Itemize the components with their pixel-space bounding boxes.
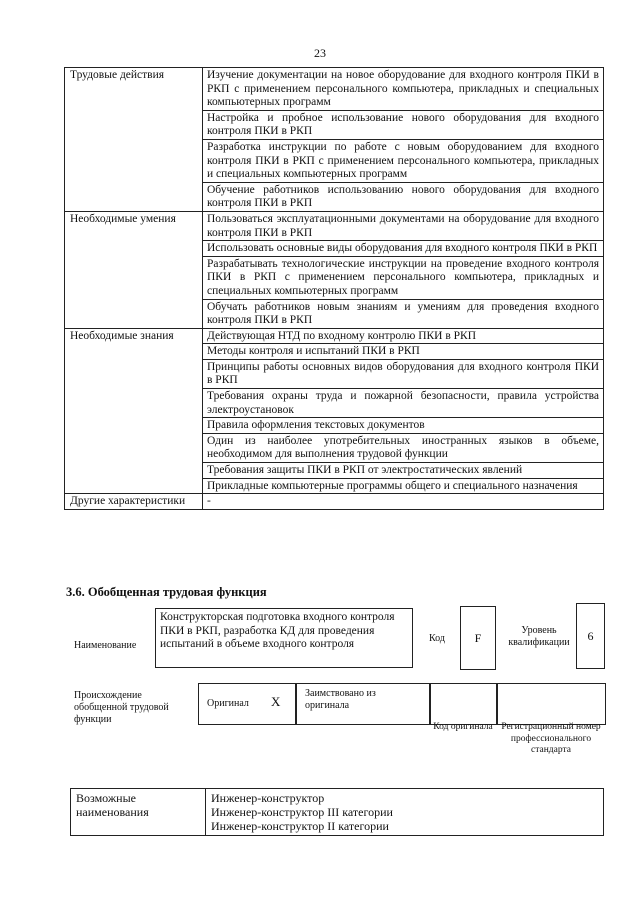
code-original-cell — [430, 683, 497, 725]
level-value: 6 — [587, 628, 594, 643]
original-mark: X — [271, 694, 281, 709]
original-cell — [198, 683, 296, 725]
section-heading: 3.6. Обобщенная трудовая функция — [66, 585, 267, 599]
code-original-label: Код оригинала — [433, 722, 493, 732]
function-name-box — [155, 608, 413, 668]
position-item: Инженер-конструктор II категории — [211, 819, 389, 833]
requirements-table — [64, 67, 604, 510]
code-box — [460, 606, 496, 670]
reg-number-label: Регистрационный номер профессионального стандарта — [501, 722, 601, 755]
level-box — [576, 603, 605, 669]
reg-number-cell — [497, 683, 606, 725]
level-label: Уровень квалификации — [508, 625, 570, 648]
section-label: Необходимые знания — [65, 328, 203, 494]
section-label: Другие характеристики — [65, 494, 203, 510]
positions-label: Возможные наименования — [71, 789, 206, 836]
requirement-item: Требования защиты ПКИ в РКП от электростатических явлений — [203, 463, 604, 479]
section-label: Трудовые действия — [65, 68, 203, 212]
requirement-item: Изучение документации на новое оборудование для входного контроля ПКИ в РКП с применением персонального компьютера, прикладных и специальных компьютерных программ — [203, 68, 604, 111]
page-number: 23 — [314, 46, 326, 60]
table-row — [65, 68, 604, 111]
section-label: Необходимые умения — [65, 211, 203, 328]
table-row — [65, 211, 604, 240]
requirement-item: Один из наиболее употребительных иностранных языков в объеме, необходимом для выполнения трудовой функции — [203, 433, 604, 462]
requirement-item: Методы контроля и испытаний ПКИ в РКП — [203, 344, 604, 360]
positions-list — [206, 789, 604, 836]
code-label: Код — [429, 633, 445, 644]
original-label: Оригинал — [207, 698, 249, 709]
table-row — [65, 328, 604, 344]
requirement-item: Использовать основные виды оборудования для входного контроля ПКИ в РКП — [203, 241, 604, 257]
requirement-item: Действующая НТД по входному контролю ПКИ в РКП — [203, 328, 604, 344]
requirement-item: Правила оформления текстовых документов — [203, 418, 604, 434]
requirement-item: Настройка и пробное использование нового оборудования для входного контроля ПКИ в РКП — [203, 110, 604, 139]
requirement-item: Разрабатывать технологические инструкции на проведение входного контроля ПКИ в РКП с применением персонального компьютера, прикладных и специальных компьютерных программ — [203, 256, 604, 299]
requirement-item: - — [203, 494, 604, 510]
position-item: Инженер-конструктор — [211, 791, 325, 805]
borrowed-label: Заимствовано из оригинала — [305, 688, 376, 711]
requirement-item: Принципы работы основных видов оборудования для входного контроля ПКИ в РКП — [203, 359, 604, 388]
requirement-item: Требования охраны труда и пожарной безопасности, правила устройства электроустановок — [203, 389, 604, 418]
origin-label: Происхождение обобщенной трудовой функции — [74, 690, 169, 725]
table-row — [65, 494, 604, 510]
borrowed-cell — [296, 683, 430, 725]
requirement-item: Обучать работников новым знаниям и умениям для проведения входного контроля ПКИ в РКП — [203, 299, 604, 328]
code-value: F — [474, 630, 482, 645]
name-label: Наименование — [74, 640, 137, 651]
requirement-item: Пользоваться эксплуатационными документами на оборудование для входного контроля ПКИ в РКП — [203, 211, 604, 240]
position-item: Инженер-конструктор III категории — [211, 805, 393, 819]
function-name: Конструкторская подготовка входного контроля ПКИ в РКП, разработка КД для проведения испытаний в объеме входного контроля — [160, 611, 395, 650]
positions-table — [70, 788, 604, 836]
requirement-item: Разработка инструкции по работе с новым оборудованием для входного контроля ПКИ в РКП с применением персонального компьютера, прикладных и специальных компьютерных программ — [203, 139, 604, 182]
requirement-item: Обучение работников использованию нового оборудования для входного контроля ПКИ в РКП — [203, 182, 604, 211]
requirement-item: Прикладные компьютерные программы общего и специального назначения — [203, 478, 604, 494]
